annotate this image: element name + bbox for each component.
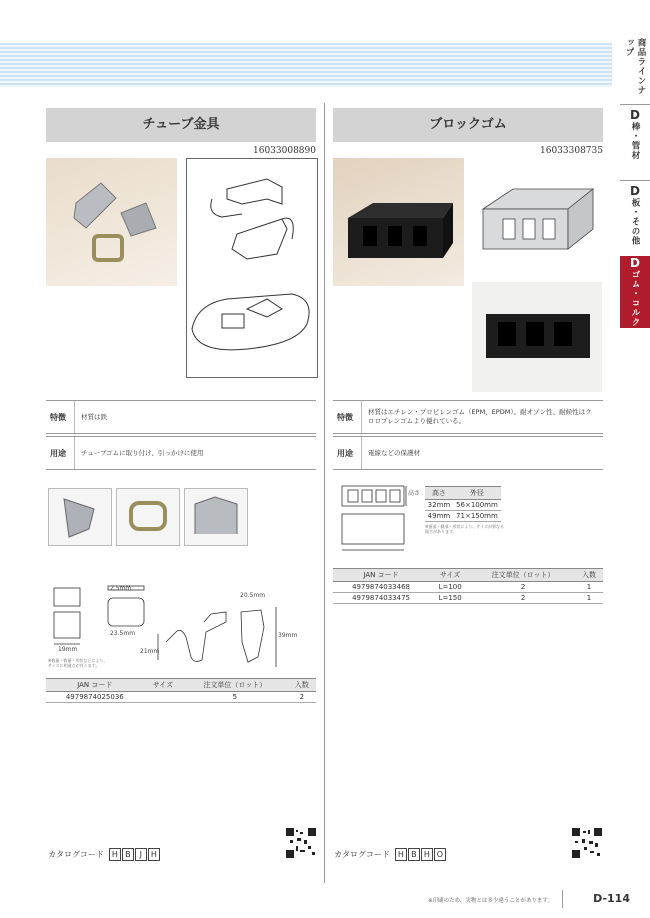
header-stripes [0, 43, 612, 87]
tab-lineup[interactable]: 商品ラインナップ [624, 38, 646, 95]
catalog-label: カタログコード [48, 850, 104, 859]
col-size: サイズ [429, 569, 471, 582]
rubber-block-front-icon [472, 282, 602, 392]
catalog-label: カタログコード [334, 850, 390, 859]
tube-fitting-photo-icon [46, 158, 177, 286]
spec-table [333, 568, 603, 604]
table-row: 4979874033468 L=100 2 1 [333, 582, 603, 593]
feature-row [46, 400, 316, 434]
page-number: D-114 [593, 892, 630, 905]
product-right [333, 108, 603, 158]
table-row: 49mm 71×150mm [425, 511, 501, 522]
dim-21: 21mm [140, 648, 160, 655]
qr-code-icon[interactable] [572, 828, 602, 858]
use-label: 用途 [46, 437, 75, 469]
use-label: 用途 [333, 437, 362, 469]
block-drawing-icon [473, 159, 603, 277]
table-row: 4979874025036 5 2 [46, 692, 316, 703]
clip-icon [185, 489, 247, 545]
tab-separator [620, 104, 650, 105]
col-jan: JAN コード [333, 569, 429, 582]
qr-code-icon[interactable] [286, 828, 316, 858]
product-line-drawing [472, 158, 604, 278]
product-title: ブロックゴム [333, 108, 603, 142]
col-jan: JAN コード [46, 679, 144, 692]
dim-20-5: 20.5mm [240, 592, 266, 599]
product-code: 16033008890 [253, 146, 316, 156]
column-divider [324, 103, 325, 883]
feature-text: 材質はエチレン・プロピレンゴム（EPM、EPDM）。耐オゾン性、耐候性はクロロプレンゴムより優れている。 [368, 408, 592, 425]
thumbnail-clip [184, 488, 248, 546]
tab-rods-pipes[interactable]: D 棒・管材 [630, 108, 640, 160]
col-size: サイズ [144, 679, 183, 692]
product-left [46, 108, 316, 158]
feature-label: 特徴 [333, 401, 362, 433]
dim-23-5: 23.5mm [110, 630, 136, 637]
thumbnail-hook [48, 488, 112, 546]
size-note: ※頂部・側部・形状により、サイズが異なる場合があります。 [425, 524, 505, 534]
size-table: 高さ 外径 32mm 56×100mm 49mm 71×150mm [425, 486, 501, 522]
ring-icon [117, 489, 179, 545]
dim-height-label: 高さ [408, 490, 421, 497]
product-photo-2 [472, 282, 602, 392]
col-lot: 注文単位（ロット） [471, 569, 575, 582]
use-row [46, 436, 316, 470]
spec-table [46, 678, 316, 703]
rubber-block-photo-icon [333, 158, 464, 286]
catalog-code-right: カタログコード H B H O [334, 848, 446, 861]
tab-rubber-cork[interactable]: D ゴム・コルク [620, 256, 650, 328]
fitting-drawing-icon [187, 159, 317, 377]
table-row: 32mm 56×100mm [425, 500, 501, 511]
product-title: チューブ金具 [46, 108, 316, 142]
feature-row [333, 400, 603, 434]
dimension-note: ※数量・数量・形状などにより、サイズに相違点が有ります。 [48, 658, 108, 668]
feature-text: 材質は鉄 [81, 412, 107, 421]
thumbnail-ring [116, 488, 180, 546]
col-qty: 入数 [575, 569, 603, 582]
hook-icon [49, 489, 111, 545]
tab-separator [620, 180, 650, 181]
use-row [333, 436, 603, 470]
footer-divider [562, 890, 563, 908]
use-text: チューブゴムに取り付け、引っかけに使用 [81, 448, 204, 457]
feature-label: 特徴 [46, 401, 75, 433]
use-text: 電線などの保護材 [368, 448, 420, 457]
catalog-code-left: カタログコード H B J H [48, 848, 160, 861]
dim-2-5: 2.5mm [110, 585, 132, 592]
footnote: ※印刷のため、実物とは多少違うことがあります。 [428, 898, 553, 904]
product-code: 16033308735 [540, 146, 603, 156]
product-photo [46, 158, 177, 286]
col-qty: 入数 [288, 679, 316, 692]
product-photo [333, 158, 464, 286]
product-line-drawing [186, 158, 318, 378]
dim-19: 19mm [58, 646, 78, 653]
col-lot: 注文単位（ロット） [182, 679, 287, 692]
table-row: 4979874033475 L=150 2 1 [333, 593, 603, 604]
tab-boards-other[interactable]: D 板・その他 [630, 184, 640, 246]
dim-39: 39mm [278, 632, 298, 639]
